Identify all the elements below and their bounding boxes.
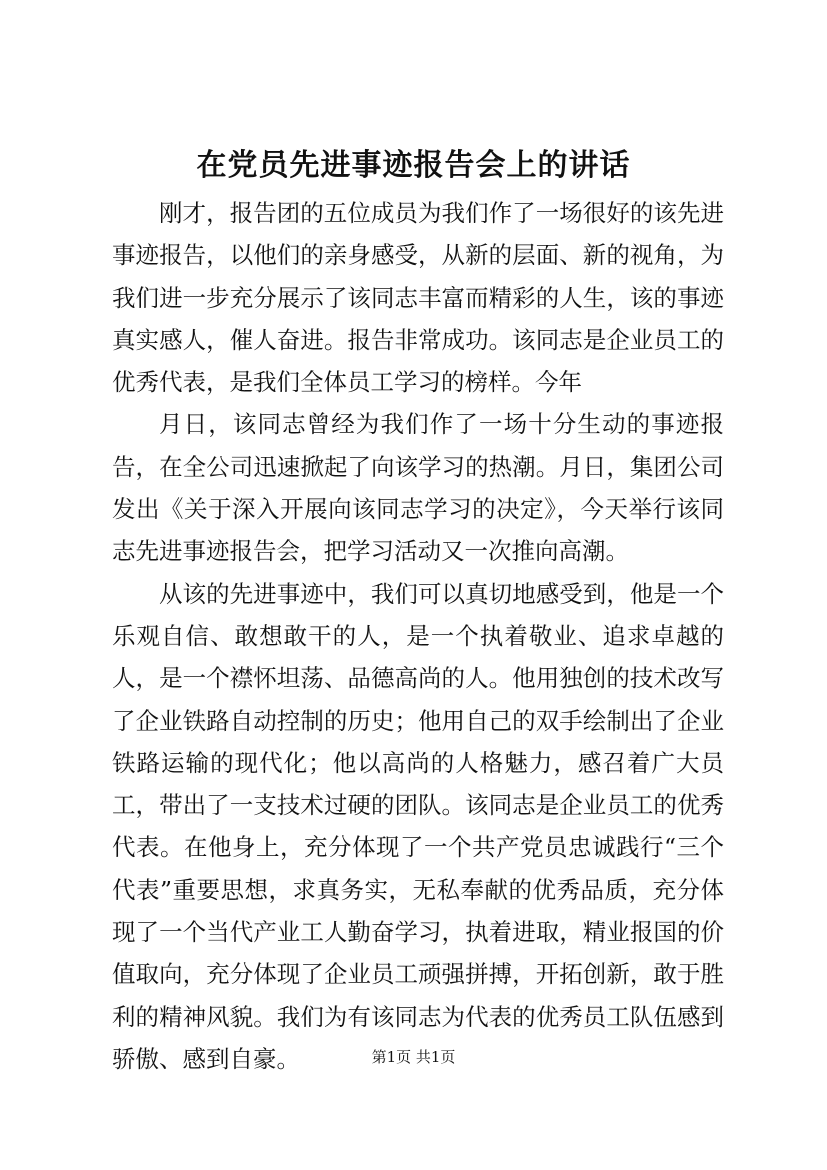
paragraph-2: 月日，该同志曾经为我们作了一场十分生动的事迹报告，在全公司迅速掀起了向该学习的热潮。月日，集团公司发出《关于深入开展向该同志学习的决定》，今天举行该同志先进事迹报告会，把学习活动又一次推向高潮。 [112,410,724,566]
document-title: 在党员先进事迹报告会上的讲话 [196,148,631,183]
page-number: 第1页 共1页 [371,1048,456,1066]
document-body [112,192,724,1080]
paragraph-3: 从该的先进事迹中，我们可以真切地感受到，他是一个乐观自信、敢想敢干的人，是一个执着敬业、追求卓越的人，是一个襟怀坦荡、品德高尚的人。他用独创的技术改写了企业铁路自动控制的历史；他用自己的双手绘制出了企业铁路运输的现代化；他以高尚的人格魅力，感召着广大员工，带出了一支技术过硬的团队。该同志是企业员工的优秀代表。在他身上，充分体现了一个共产党员忠诚践行“三个代表”重要思想，求真务实，无私奉献的优秀品质，充分体现了一个当代产业工人勤奋学习，执着进取，精业报国的价值取向，充分体现了企业员工顽强拼搏，开拓创新，敢于胜利的精神风貌。我们为有该同志为代表的优秀员工队伍感到骄傲、感到自豪。 [112,579,724,1073]
paragraph-1: 刚才，报告团的五位成员为我们作了一场很好的该先进事迹报告，以他们的亲身感受，从新的层面、新的视角，为我们进一步充分展示了该同志丰富而精彩的人生，该的事迹真实感人，催人奋进。报告非常成功。该同志是企业员工的优秀代表，是我们全体员工学习的榜样。今年 [112,199,724,397]
